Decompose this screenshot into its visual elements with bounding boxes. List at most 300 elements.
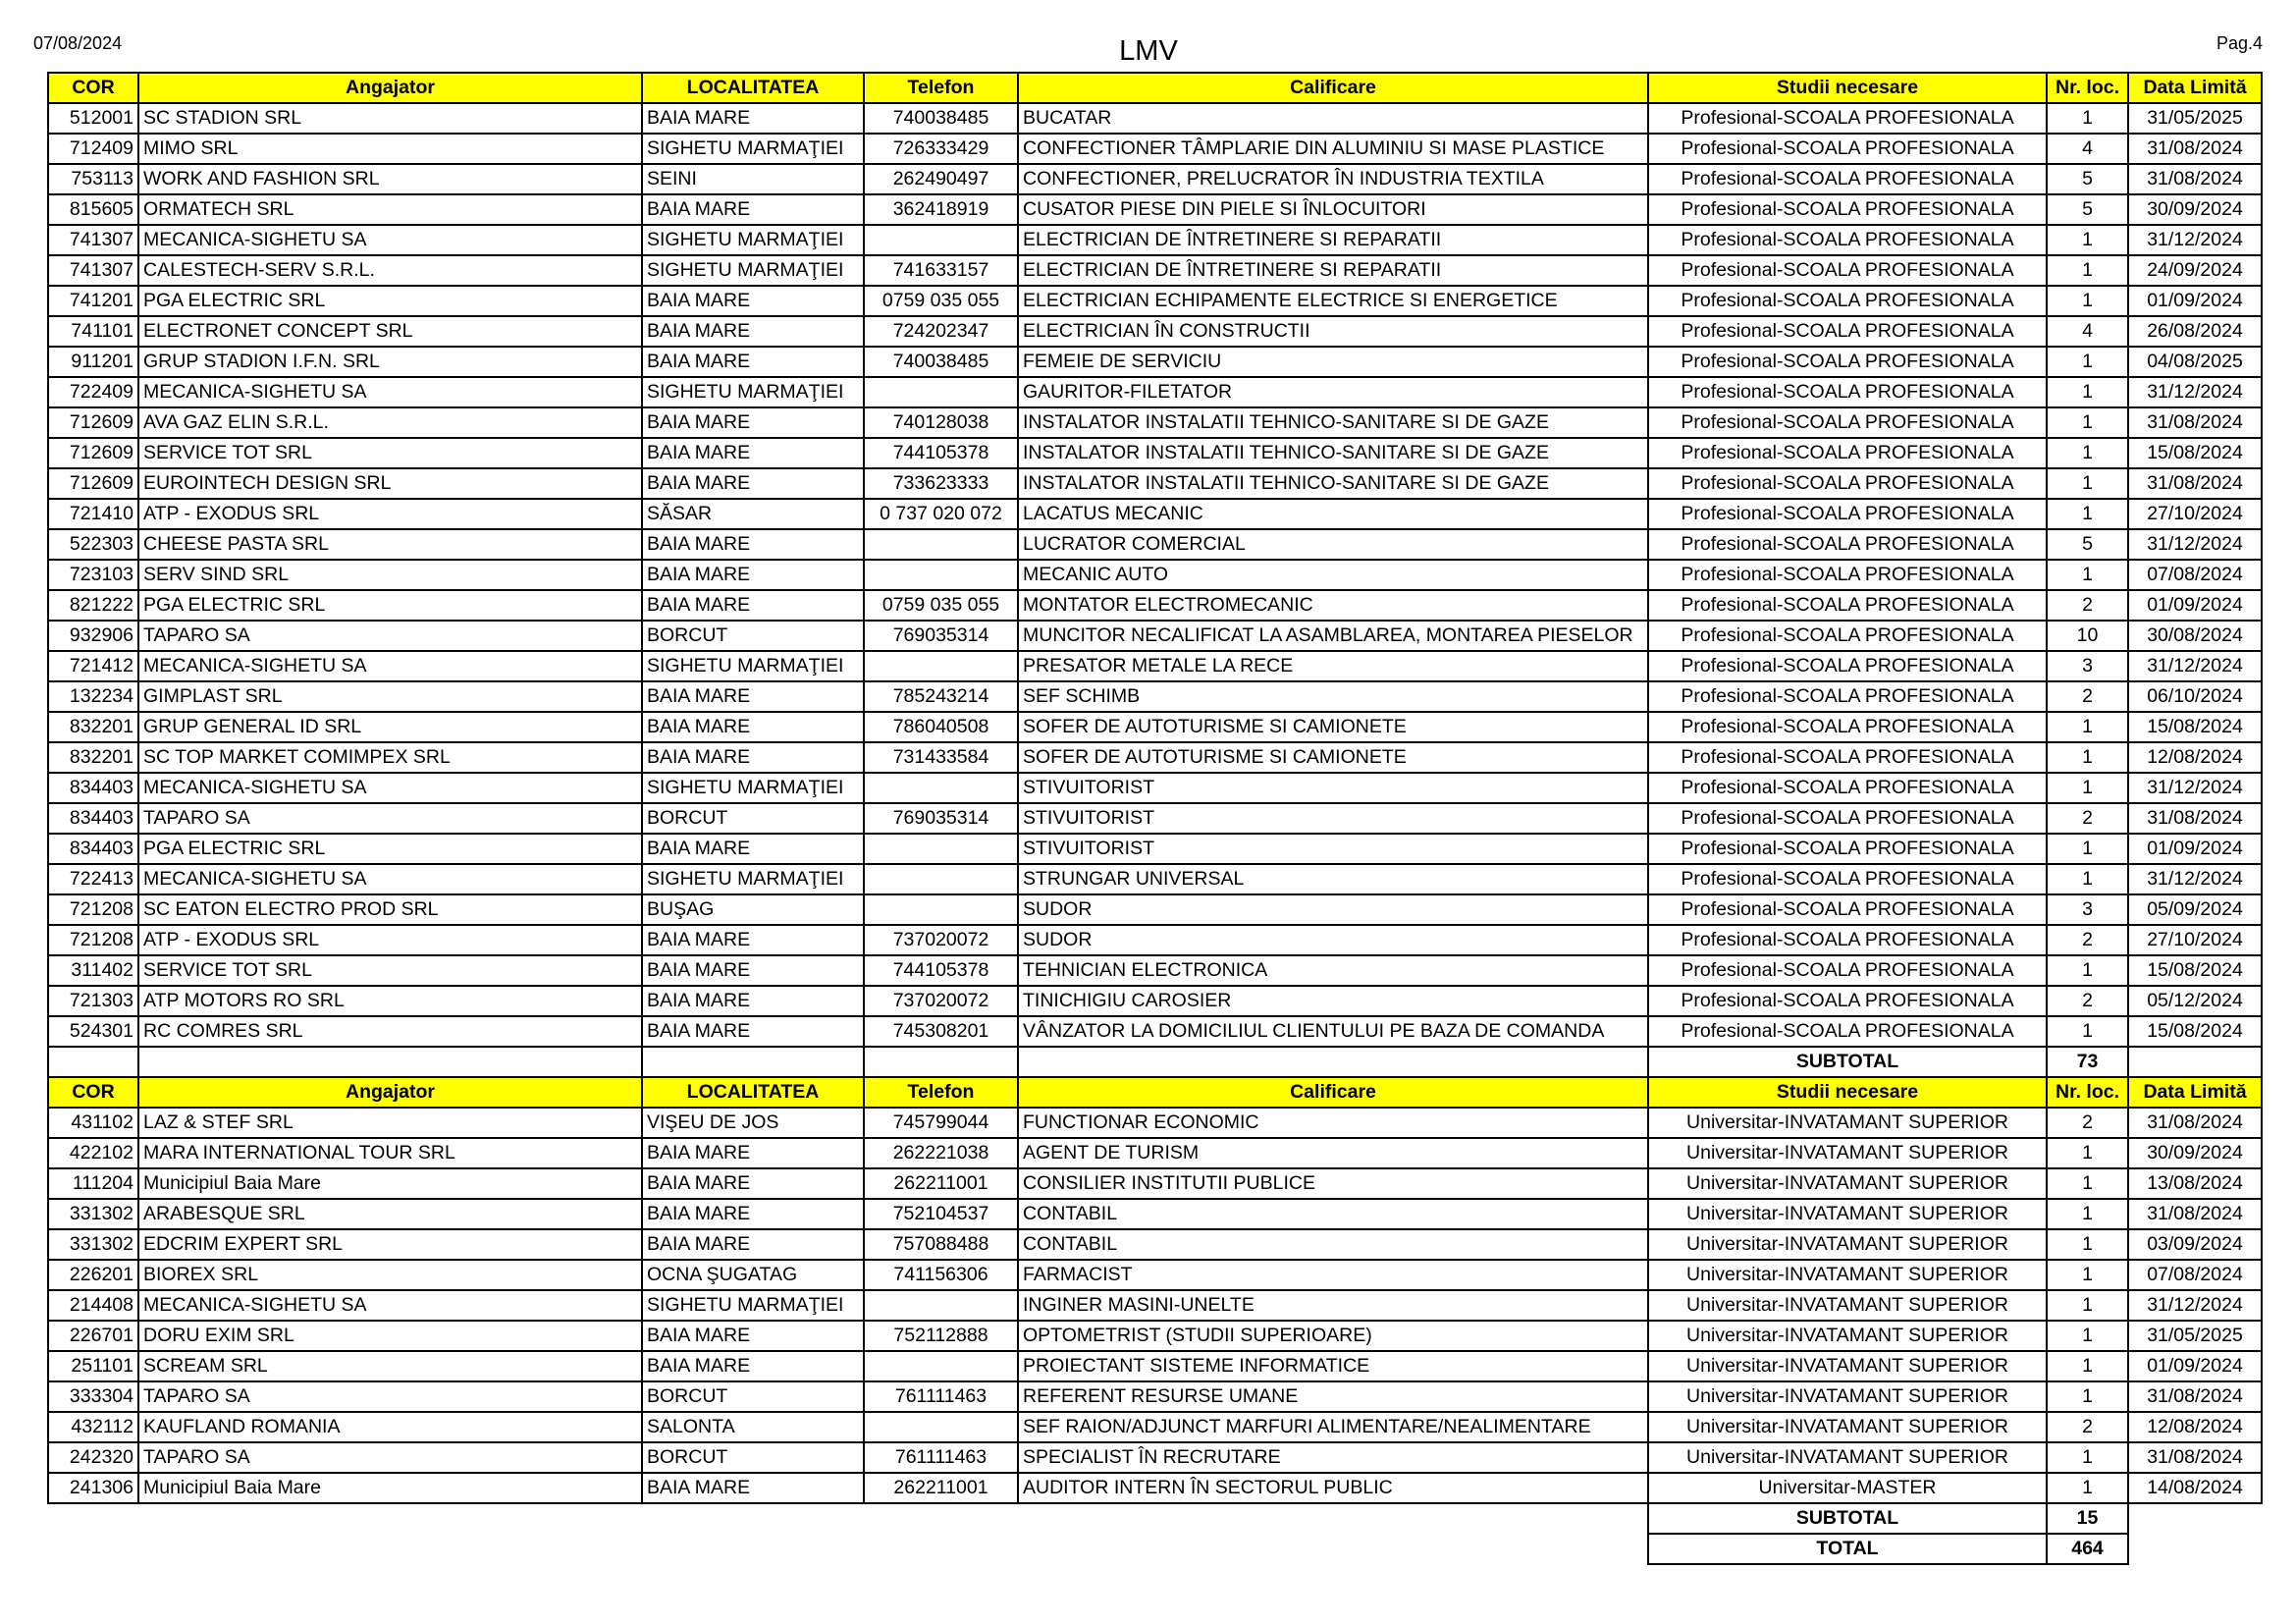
cell-studies: Profesional-SCOALA PROFESIONALA <box>1648 377 2047 407</box>
cell-cor: 331302 <box>48 1229 138 1260</box>
cell-qualification: MECANIC AUTO <box>1018 560 1648 590</box>
table-row <box>48 164 2262 194</box>
cell-qualification: AUDITOR INTERN ÎN SECTORUL PUBLIC <box>1018 1473 1648 1503</box>
cell-qualification: SEF RAION/ADJUNCT MARFURI ALIMENTARE/NEALIMENTARE <box>1018 1412 1648 1442</box>
cell-phone: 262211001 <box>864 1168 1018 1199</box>
cell-studies: Universitar-INVATAMANT SUPERIOR <box>1648 1321 2047 1351</box>
cell-positions: 4 <box>2047 316 2128 347</box>
cell-qualification: SPECIALIST ÎN RECRUTARE <box>1018 1442 1648 1473</box>
empty-cell <box>642 1047 864 1077</box>
table-row <box>48 1412 2262 1442</box>
cell-qualification: INSTALATOR INSTALATII TEHNICO-SANITARE SI DE GAZE <box>1018 438 1648 468</box>
cell-qualification: ELECTRICIAN DE ÎNTRETINERE SI REPARATII <box>1018 255 1648 286</box>
cell-employer: SCREAM SRL <box>138 1351 642 1381</box>
cell-locality: BAIA MARE <box>642 1168 864 1199</box>
cell-phone: 741156306 <box>864 1260 1018 1290</box>
cell-locality: BAIA MARE <box>642 742 864 773</box>
cell-phone: 757088488 <box>864 1229 1018 1260</box>
cell-locality: BAIA MARE <box>642 560 864 590</box>
cell-deadline: 01/09/2024 <box>2128 590 2262 621</box>
cell-positions: 2 <box>2047 1412 2128 1442</box>
cell-deadline: 31/08/2024 <box>2128 1381 2262 1412</box>
cell-positions: 2 <box>2047 590 2128 621</box>
subtotal-section2-row <box>48 1503 2262 1534</box>
cell-cor: 815605 <box>48 194 138 225</box>
table-row <box>48 225 2262 255</box>
cell-studies: Universitar-MASTER <box>1648 1473 2047 1503</box>
cell-qualification: REFERENT RESURSE UMANE <box>1018 1381 1648 1412</box>
cell-deadline: 31/12/2024 <box>2128 377 2262 407</box>
cell-locality: BORCUT <box>642 1381 864 1412</box>
table-row <box>48 560 2262 590</box>
cell-phone: 785243214 <box>864 681 1018 712</box>
cell-phone: 745308201 <box>864 1016 1018 1047</box>
cell-positions: 1 <box>2047 864 2128 894</box>
cell-positions: 3 <box>2047 894 2128 925</box>
cell-positions: 1 <box>2047 1442 2128 1473</box>
cell-positions: 1 <box>2047 1229 2128 1260</box>
cell-cor: 712409 <box>48 134 138 164</box>
cell-studies: Profesional-SCOALA PROFESIONALA <box>1648 986 2047 1016</box>
cell-cor: 741307 <box>48 225 138 255</box>
cell-cor: 432112 <box>48 1412 138 1442</box>
cell-studies: Universitar-INVATAMANT SUPERIOR <box>1648 1138 2047 1168</box>
table-row <box>48 925 2262 955</box>
cell-qualification: TINICHIGIU CAROSIER <box>1018 986 1648 1016</box>
cell-studies: Profesional-SCOALA PROFESIONALA <box>1648 925 2047 955</box>
cell-phone: 744105378 <box>864 438 1018 468</box>
cell-cor: 741201 <box>48 286 138 316</box>
cell-locality: BAIA MARE <box>642 194 864 225</box>
cell-deadline: 31/08/2024 <box>2128 1199 2262 1229</box>
cell-employer: WORK AND FASHION SRL <box>138 164 642 194</box>
empty-cell <box>48 1503 138 1534</box>
cell-locality: BAIA MARE <box>642 468 864 499</box>
cell-deadline: 31/08/2024 <box>2128 164 2262 194</box>
cell-qualification: TEHNICIAN ELECTRONICA <box>1018 955 1648 986</box>
cell-studies: Profesional-SCOALA PROFESIONALA <box>1648 286 2047 316</box>
cell-locality: BAIA MARE <box>642 316 864 347</box>
table-row <box>48 468 2262 499</box>
cell-cor: 834403 <box>48 834 138 864</box>
cell-cor: 522303 <box>48 529 138 560</box>
table-header-row <box>48 1077 2262 1108</box>
cell-studies: Universitar-INVATAMANT SUPERIOR <box>1648 1260 2047 1290</box>
cell-phone: 731433584 <box>864 742 1018 773</box>
cell-qualification: INGINER MASINI-UNELTE <box>1018 1290 1648 1321</box>
cell-qualification: ELECTRICIAN DE ÎNTRETINERE SI REPARATII <box>1018 225 1648 255</box>
cell-studies: Profesional-SCOALA PROFESIONALA <box>1648 499 2047 529</box>
cell-qualification: PROIECTANT SISTEME INFORMATICE <box>1018 1351 1648 1381</box>
cell-deadline: 01/09/2024 <box>2128 1351 2262 1381</box>
table-row <box>48 1199 2262 1229</box>
cell-employer: MECANICA-SIGHETU SA <box>138 651 642 681</box>
cell-qualification: FARMACIST <box>1018 1260 1648 1290</box>
cell-employer: TAPARO SA <box>138 1381 642 1412</box>
cell-cor: 911201 <box>48 347 138 377</box>
cell-phone <box>864 864 1018 894</box>
cell-positions: 1 <box>2047 1321 2128 1351</box>
cell-qualification: ELECTRICIAN ECHIPAMENTE ELECTRICE SI ENERGETICE <box>1018 286 1648 316</box>
cell-phone: 752104537 <box>864 1199 1018 1229</box>
cell-cor: 242320 <box>48 1442 138 1473</box>
cell-phone: 744105378 <box>864 955 1018 986</box>
cell-locality: BORCUT <box>642 803 864 834</box>
cell-employer: ELECTRONET CONCEPT SRL <box>138 316 642 347</box>
table-row <box>48 1351 2262 1381</box>
cell-cor: 512001 <box>48 103 138 134</box>
cell-positions: 1 <box>2047 347 2128 377</box>
cell-deadline: 12/08/2024 <box>2128 1412 2262 1442</box>
cell-studies: Profesional-SCOALA PROFESIONALA <box>1648 134 2047 164</box>
cell-qualification: MONTATOR ELECTROMECANIC <box>1018 590 1648 621</box>
table-row <box>48 834 2262 864</box>
cell-cor: 722413 <box>48 864 138 894</box>
table-row <box>48 894 2262 925</box>
cell-employer: CHEESE PASTA SRL <box>138 529 642 560</box>
cell-phone: 737020072 <box>864 925 1018 955</box>
table-row <box>48 347 2262 377</box>
cell-phone <box>864 1351 1018 1381</box>
cell-positions: 1 <box>2047 255 2128 286</box>
cell-positions: 1 <box>2047 499 2128 529</box>
cell-studies: Profesional-SCOALA PROFESIONALA <box>1648 529 2047 560</box>
table-row <box>48 407 2262 438</box>
cell-deadline: 31/12/2024 <box>2128 651 2262 681</box>
cell-studies: Profesional-SCOALA PROFESIONALA <box>1648 407 2047 438</box>
cell-deadline: 30/09/2024 <box>2128 1138 2262 1168</box>
cell-studies: Universitar-INVATAMANT SUPERIOR <box>1648 1412 2047 1442</box>
cell-studies: Profesional-SCOALA PROFESIONALA <box>1648 225 2047 255</box>
cell-cor: 723103 <box>48 560 138 590</box>
cell-locality: SIGHETU MARMAŢIEI <box>642 864 864 894</box>
cell-qualification: STIVUITORIST <box>1018 803 1648 834</box>
cell-deadline: 31/12/2024 <box>2128 864 2262 894</box>
cell-qualification: OPTOMETRIST (STUDII SUPERIOARE) <box>1018 1321 1648 1351</box>
subtotal-section1-value: 73 <box>2047 1047 2128 1077</box>
table-row <box>48 712 2262 742</box>
cell-positions: 10 <box>2047 621 2128 651</box>
cell-phone <box>864 529 1018 560</box>
cell-locality: SIGHETU MARMAŢIEI <box>642 225 864 255</box>
cell-phone: 761111463 <box>864 1442 1018 1473</box>
cell-locality: SIGHETU MARMAŢIEI <box>642 377 864 407</box>
column-header-employer: Angajator <box>138 1077 642 1108</box>
empty-cell <box>2128 1047 2262 1077</box>
cell-positions: 2 <box>2047 681 2128 712</box>
cell-employer: MECANICA-SIGHETU SA <box>138 773 642 803</box>
cell-phone: 745799044 <box>864 1108 1018 1138</box>
cell-positions: 2 <box>2047 986 2128 1016</box>
cell-cor: 932906 <box>48 621 138 651</box>
cell-employer: BIOREX SRL <box>138 1260 642 1290</box>
table-row <box>48 1016 2262 1047</box>
cell-locality: BUŞAG <box>642 894 864 925</box>
cell-locality: BAIA MARE <box>642 834 864 864</box>
cell-qualification: FUNCTIONAR ECONOMIC <box>1018 1108 1648 1138</box>
subtotal-section2-value: 15 <box>2047 1503 2128 1534</box>
cell-locality: SĂSAR <box>642 499 864 529</box>
cell-deadline: 31/12/2024 <box>2128 529 2262 560</box>
empty-cell <box>1018 1047 1648 1077</box>
cell-positions: 1 <box>2047 955 2128 986</box>
cell-phone: 741633157 <box>864 255 1018 286</box>
table-row <box>48 1168 2262 1199</box>
cell-locality: BAIA MARE <box>642 347 864 377</box>
cell-studies: Profesional-SCOALA PROFESIONALA <box>1648 955 2047 986</box>
cell-deadline: 06/10/2024 <box>2128 681 2262 712</box>
cell-qualification: MUNCITOR NECALIFICAT LA ASAMBLAREA, MONTAREA PIESELOR <box>1018 621 1648 651</box>
cell-deadline: 04/08/2025 <box>2128 347 2262 377</box>
cell-qualification: SUDOR <box>1018 894 1648 925</box>
cell-employer: GIMPLAST SRL <box>138 681 642 712</box>
empty-cell <box>48 1047 138 1077</box>
cell-cor: 821222 <box>48 590 138 621</box>
cell-studies: Profesional-SCOALA PROFESIONALA <box>1648 773 2047 803</box>
cell-locality: BAIA MARE <box>642 103 864 134</box>
cell-employer: MIMO SRL <box>138 134 642 164</box>
cell-employer: SC EATON ELECTRO PROD SRL <box>138 894 642 925</box>
empty-cell <box>48 1534 138 1564</box>
cell-cor: 721208 <box>48 894 138 925</box>
cell-deadline: 31/08/2024 <box>2128 468 2262 499</box>
cell-studies: Universitar-INVATAMANT SUPERIOR <box>1648 1290 2047 1321</box>
cell-locality: SIGHETU MARMAŢIEI <box>642 1290 864 1321</box>
cell-deadline: 26/08/2024 <box>2128 316 2262 347</box>
cell-cor: 422102 <box>48 1138 138 1168</box>
cell-qualification: STIVUITORIST <box>1018 773 1648 803</box>
cell-qualification: VÂNZATOR LA DOMICILIUL CLIENTULUI PE BAZA DE COMANDA <box>1018 1016 1648 1047</box>
cell-locality: BAIA MARE <box>642 1016 864 1047</box>
cell-positions: 5 <box>2047 529 2128 560</box>
cell-positions: 1 <box>2047 1138 2128 1168</box>
cell-positions: 1 <box>2047 438 2128 468</box>
report-date: 07/08/2024 <box>33 33 123 53</box>
cell-cor: 712609 <box>48 468 138 499</box>
cell-positions: 1 <box>2047 103 2128 134</box>
cell-locality: SEINI <box>642 164 864 194</box>
cell-employer: TAPARO SA <box>138 621 642 651</box>
empty-cell <box>864 1503 1018 1534</box>
cell-employer: LAZ & STEF SRL <box>138 1108 642 1138</box>
cell-qualification: GAURITOR-FILETATOR <box>1018 377 1648 407</box>
cell-phone: 737020072 <box>864 986 1018 1016</box>
cell-positions: 1 <box>2047 560 2128 590</box>
cell-locality: BAIA MARE <box>642 1321 864 1351</box>
subtotal-section2-label: SUBTOTAL <box>1648 1503 2047 1534</box>
cell-cor: 753113 <box>48 164 138 194</box>
cell-employer: SC TOP MARKET COMIMPEX SRL <box>138 742 642 773</box>
cell-deadline: 15/08/2024 <box>2128 712 2262 742</box>
cell-deadline: 30/09/2024 <box>2128 194 2262 225</box>
cell-deadline: 31/08/2024 <box>2128 407 2262 438</box>
cell-cor: 741307 <box>48 255 138 286</box>
cell-positions: 2 <box>2047 925 2128 955</box>
cell-deadline: 01/09/2024 <box>2128 286 2262 316</box>
table-row <box>48 499 2262 529</box>
table-row <box>48 1229 2262 1260</box>
cell-employer: SERVICE TOT SRL <box>138 955 642 986</box>
cell-phone: 0759 035 055 <box>864 286 1018 316</box>
cell-qualification: BUCATAR <box>1018 103 1648 134</box>
cell-employer: ATP - EXODUS SRL <box>138 499 642 529</box>
cell-employer: TAPARO SA <box>138 803 642 834</box>
column-header-qualification: Calificare <box>1018 73 1648 103</box>
cell-qualification: LACATUS MECANIC <box>1018 499 1648 529</box>
cell-locality: SIGHETU MARMAŢIEI <box>642 773 864 803</box>
report-title: LMV <box>1119 35 1178 67</box>
cell-phone: 262490497 <box>864 164 1018 194</box>
cell-phone: 769035314 <box>864 803 1018 834</box>
table-row <box>48 1381 2262 1412</box>
cell-employer: SERV SIND SRL <box>138 560 642 590</box>
column-header-studies: Studii necesare <box>1648 1077 2047 1108</box>
column-header-locality: LOCALITATEA <box>642 73 864 103</box>
cell-phone: 0759 035 055 <box>864 590 1018 621</box>
cell-employer: MECANICA-SIGHETU SA <box>138 864 642 894</box>
cell-phone: 740038485 <box>864 347 1018 377</box>
column-header-qualification: Calificare <box>1018 1077 1648 1108</box>
table-row <box>48 1260 2262 1290</box>
cell-employer: TAPARO SA <box>138 1442 642 1473</box>
cell-deadline: 05/09/2024 <box>2128 894 2262 925</box>
cell-cor: 214408 <box>48 1290 138 1321</box>
cell-deadline: 31/05/2025 <box>2128 103 2262 134</box>
cell-qualification: STIVUITORIST <box>1018 834 1648 864</box>
table-row <box>48 1442 2262 1473</box>
cell-cor: 226201 <box>48 1260 138 1290</box>
cell-qualification: STRUNGAR UNIVERSAL <box>1018 864 1648 894</box>
column-header-studies: Studii necesare <box>1648 73 2047 103</box>
cell-positions: 1 <box>2047 1260 2128 1290</box>
cell-locality: BAIA MARE <box>642 1229 864 1260</box>
cell-deadline: 15/08/2024 <box>2128 1016 2262 1047</box>
cell-positions: 4 <box>2047 134 2128 164</box>
cell-employer: MECANICA-SIGHETU SA <box>138 1290 642 1321</box>
cell-employer: SC STADION SRL <box>138 103 642 134</box>
table-row <box>48 316 2262 347</box>
cell-deadline: 31/08/2024 <box>2128 134 2262 164</box>
cell-positions: 1 <box>2047 1290 2128 1321</box>
cell-deadline: 12/08/2024 <box>2128 742 2262 773</box>
cell-positions: 5 <box>2047 164 2128 194</box>
cell-cor: 721412 <box>48 651 138 681</box>
cell-qualification: PRESATOR METALE LA RECE <box>1018 651 1648 681</box>
cell-deadline: 31/08/2024 <box>2128 1442 2262 1473</box>
cell-locality: BAIA MARE <box>642 438 864 468</box>
cell-deadline: 05/12/2024 <box>2128 986 2262 1016</box>
table-row <box>48 286 2262 316</box>
cell-deadline: 30/08/2024 <box>2128 621 2262 651</box>
cell-cor: 524301 <box>48 1016 138 1047</box>
cell-locality: BAIA MARE <box>642 1473 864 1503</box>
table-row <box>48 134 2262 164</box>
cell-qualification: SOFER DE AUTOTURISME SI CAMIONETE <box>1018 712 1648 742</box>
table-header-row <box>48 73 2262 103</box>
cell-phone <box>864 1290 1018 1321</box>
cell-employer: GRUP STADION I.F.N. SRL <box>138 347 642 377</box>
cell-phone <box>864 651 1018 681</box>
column-header-positions: Nr. loc. <box>2047 1077 2128 1108</box>
cell-locality: VIŞEU DE JOS <box>642 1108 864 1138</box>
cell-cor: 721208 <box>48 925 138 955</box>
subtotal-section1-row <box>48 1047 2262 1077</box>
cell-deadline: 31/12/2024 <box>2128 1290 2262 1321</box>
cell-cor: 712609 <box>48 407 138 438</box>
cell-qualification: ELECTRICIAN ÎN CONSTRUCTII <box>1018 316 1648 347</box>
cell-positions: 1 <box>2047 773 2128 803</box>
table-row <box>48 103 2262 134</box>
cell-cor: 834403 <box>48 773 138 803</box>
cell-cor: 431102 <box>48 1108 138 1138</box>
cell-deadline: 01/09/2024 <box>2128 834 2262 864</box>
cell-positions: 2 <box>2047 803 2128 834</box>
table-row <box>48 864 2262 894</box>
empty-cell <box>1018 1503 1648 1534</box>
cell-employer: EUROINTECH DESIGN SRL <box>138 468 642 499</box>
column-header-cor: COR <box>48 1077 138 1108</box>
cell-studies: Universitar-INVATAMANT SUPERIOR <box>1648 1108 2047 1138</box>
cell-positions: 1 <box>2047 377 2128 407</box>
cell-employer: ORMATECH SRL <box>138 194 642 225</box>
cell-studies: Profesional-SCOALA PROFESIONALA <box>1648 468 2047 499</box>
cell-cor: 311402 <box>48 955 138 986</box>
cell-studies: Profesional-SCOALA PROFESIONALA <box>1648 316 2047 347</box>
table-row <box>48 529 2262 560</box>
cell-studies: Profesional-SCOALA PROFESIONALA <box>1648 712 2047 742</box>
cell-deadline: 31/12/2024 <box>2128 773 2262 803</box>
cell-phone <box>864 225 1018 255</box>
empty-cell <box>2128 1503 2262 1534</box>
table-row <box>48 803 2262 834</box>
cell-phone: 740038485 <box>864 103 1018 134</box>
column-header-deadline: Data Limită <box>2128 73 2262 103</box>
cell-studies: Profesional-SCOALA PROFESIONALA <box>1648 803 2047 834</box>
cell-qualification: CUSATOR PIESE DIN PIELE SI ÎNLOCUITORI <box>1018 194 1648 225</box>
cell-qualification: SUDOR <box>1018 925 1648 955</box>
cell-positions: 1 <box>2047 225 2128 255</box>
cell-studies: Universitar-INVATAMANT SUPERIOR <box>1648 1381 2047 1412</box>
cell-qualification: SOFER DE AUTOTURISME SI CAMIONETE <box>1018 742 1648 773</box>
cell-studies: Universitar-INVATAMANT SUPERIOR <box>1648 1442 2047 1473</box>
column-header-locality: LOCALITATEA <box>642 1077 864 1108</box>
cell-qualification: CONTABIL <box>1018 1229 1648 1260</box>
cell-cor: 333304 <box>48 1381 138 1412</box>
cell-phone: 733623333 <box>864 468 1018 499</box>
cell-studies: Profesional-SCOALA PROFESIONALA <box>1648 742 2047 773</box>
cell-locality: OCNA ŞUGATAG <box>642 1260 864 1290</box>
cell-positions: 1 <box>2047 1199 2128 1229</box>
cell-deadline: 15/08/2024 <box>2128 438 2262 468</box>
cell-phone: 740128038 <box>864 407 1018 438</box>
cell-studies: Profesional-SCOALA PROFESIONALA <box>1648 651 2047 681</box>
column-header-phone: Telefon <box>864 1077 1018 1108</box>
cell-employer: ATP MOTORS RO SRL <box>138 986 642 1016</box>
cell-studies: Profesional-SCOALA PROFESIONALA <box>1648 590 2047 621</box>
cell-deadline: 03/09/2024 <box>2128 1229 2262 1260</box>
table-row <box>48 1473 2262 1503</box>
cell-positions: 1 <box>2047 1168 2128 1199</box>
cell-deadline: 31/08/2024 <box>2128 803 2262 834</box>
cell-deadline: 31/05/2025 <box>2128 1321 2262 1351</box>
grand-total-label: TOTAL <box>1648 1534 2047 1564</box>
cell-deadline: 13/08/2024 <box>2128 1168 2262 1199</box>
table-row <box>48 651 2262 681</box>
table-row <box>48 681 2262 712</box>
job-vacancies-table <box>47 72 2263 1565</box>
grand-total-row <box>48 1534 2262 1564</box>
cell-cor: 741101 <box>48 316 138 347</box>
